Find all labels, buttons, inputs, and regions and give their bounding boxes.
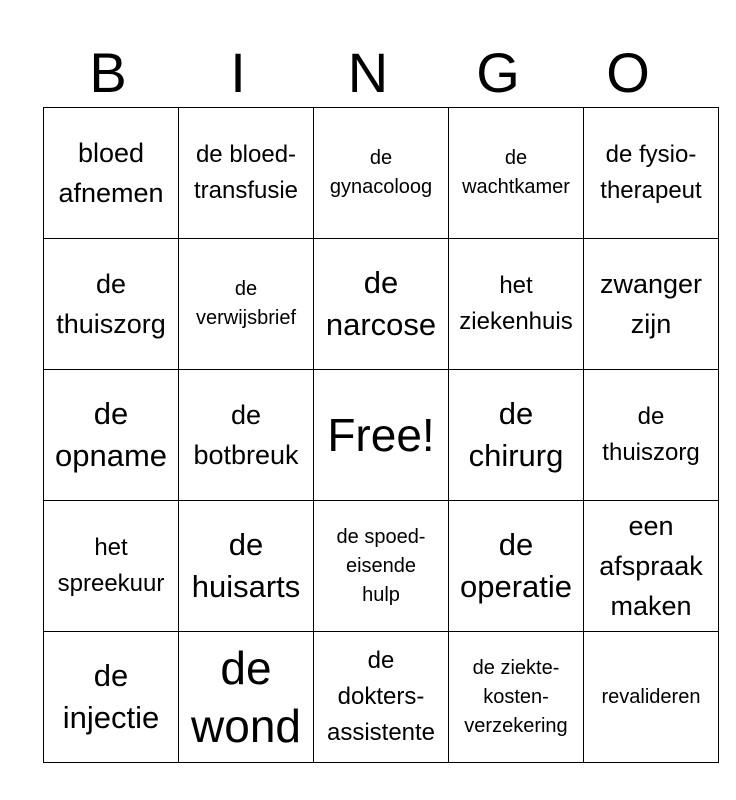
bingo-cell[interactable]: de fysio- therapeut xyxy=(584,108,719,239)
bingo-cell[interactable]: de verwijsbrief xyxy=(179,239,314,370)
bingo-cell[interactable]: de huisarts xyxy=(179,501,314,632)
bingo-cell[interactable]: het spreekuur xyxy=(44,501,179,632)
bingo-cell[interactable]: de thuiszorg xyxy=(44,239,179,370)
bingo-row xyxy=(44,108,719,239)
bingo-cell[interactable]: bloed afnemen xyxy=(44,108,179,239)
bingo-cell[interactable]: zwanger zijn xyxy=(584,239,719,370)
bingo-header xyxy=(43,40,693,106)
header-letter-n: N xyxy=(347,41,389,104)
bingo-cell[interactable]: de chirurg xyxy=(449,370,584,501)
bingo-cell[interactable]: de opname xyxy=(44,370,179,501)
free-space[interactable]: Free! xyxy=(314,370,449,501)
bingo-cell[interactable]: de operatie xyxy=(449,501,584,632)
header-letter-o: O xyxy=(606,41,650,104)
bingo-cell[interactable]: de thuiszorg xyxy=(584,370,719,501)
bingo-cell[interactable]: de wond xyxy=(179,632,314,763)
header-letter-i: I xyxy=(230,41,246,104)
bingo-cell[interactable]: de narcose xyxy=(314,239,449,370)
bingo-cell[interactable]: de injectie xyxy=(44,632,179,763)
bingo-row xyxy=(44,632,719,763)
bingo-card xyxy=(43,107,719,763)
bingo-cell[interactable]: de bloed- transfusie xyxy=(179,108,314,239)
header-letter-b: B xyxy=(89,41,127,104)
header-letter-g: G xyxy=(476,41,520,104)
bingo-cell[interactable]: de spoed- eisende hulp xyxy=(314,501,449,632)
bingo-cell[interactable]: het ziekenhuis xyxy=(449,239,584,370)
bingo-cell[interactable]: een afspraak maken xyxy=(584,501,719,632)
bingo-row xyxy=(44,239,719,370)
bingo-cell[interactable]: de ziekte- kosten- verzekering xyxy=(449,632,584,763)
bingo-row xyxy=(44,501,719,632)
bingo-cell[interactable]: de wachtkamer xyxy=(449,108,584,239)
bingo-cell[interactable]: de dokters- assistente xyxy=(314,632,449,763)
bingo-row xyxy=(44,370,719,501)
bingo-cell[interactable]: de botbreuk xyxy=(179,370,314,501)
bingo-cell[interactable]: revalideren xyxy=(584,632,719,763)
bingo-cell[interactable]: de gynacoloog xyxy=(314,108,449,239)
